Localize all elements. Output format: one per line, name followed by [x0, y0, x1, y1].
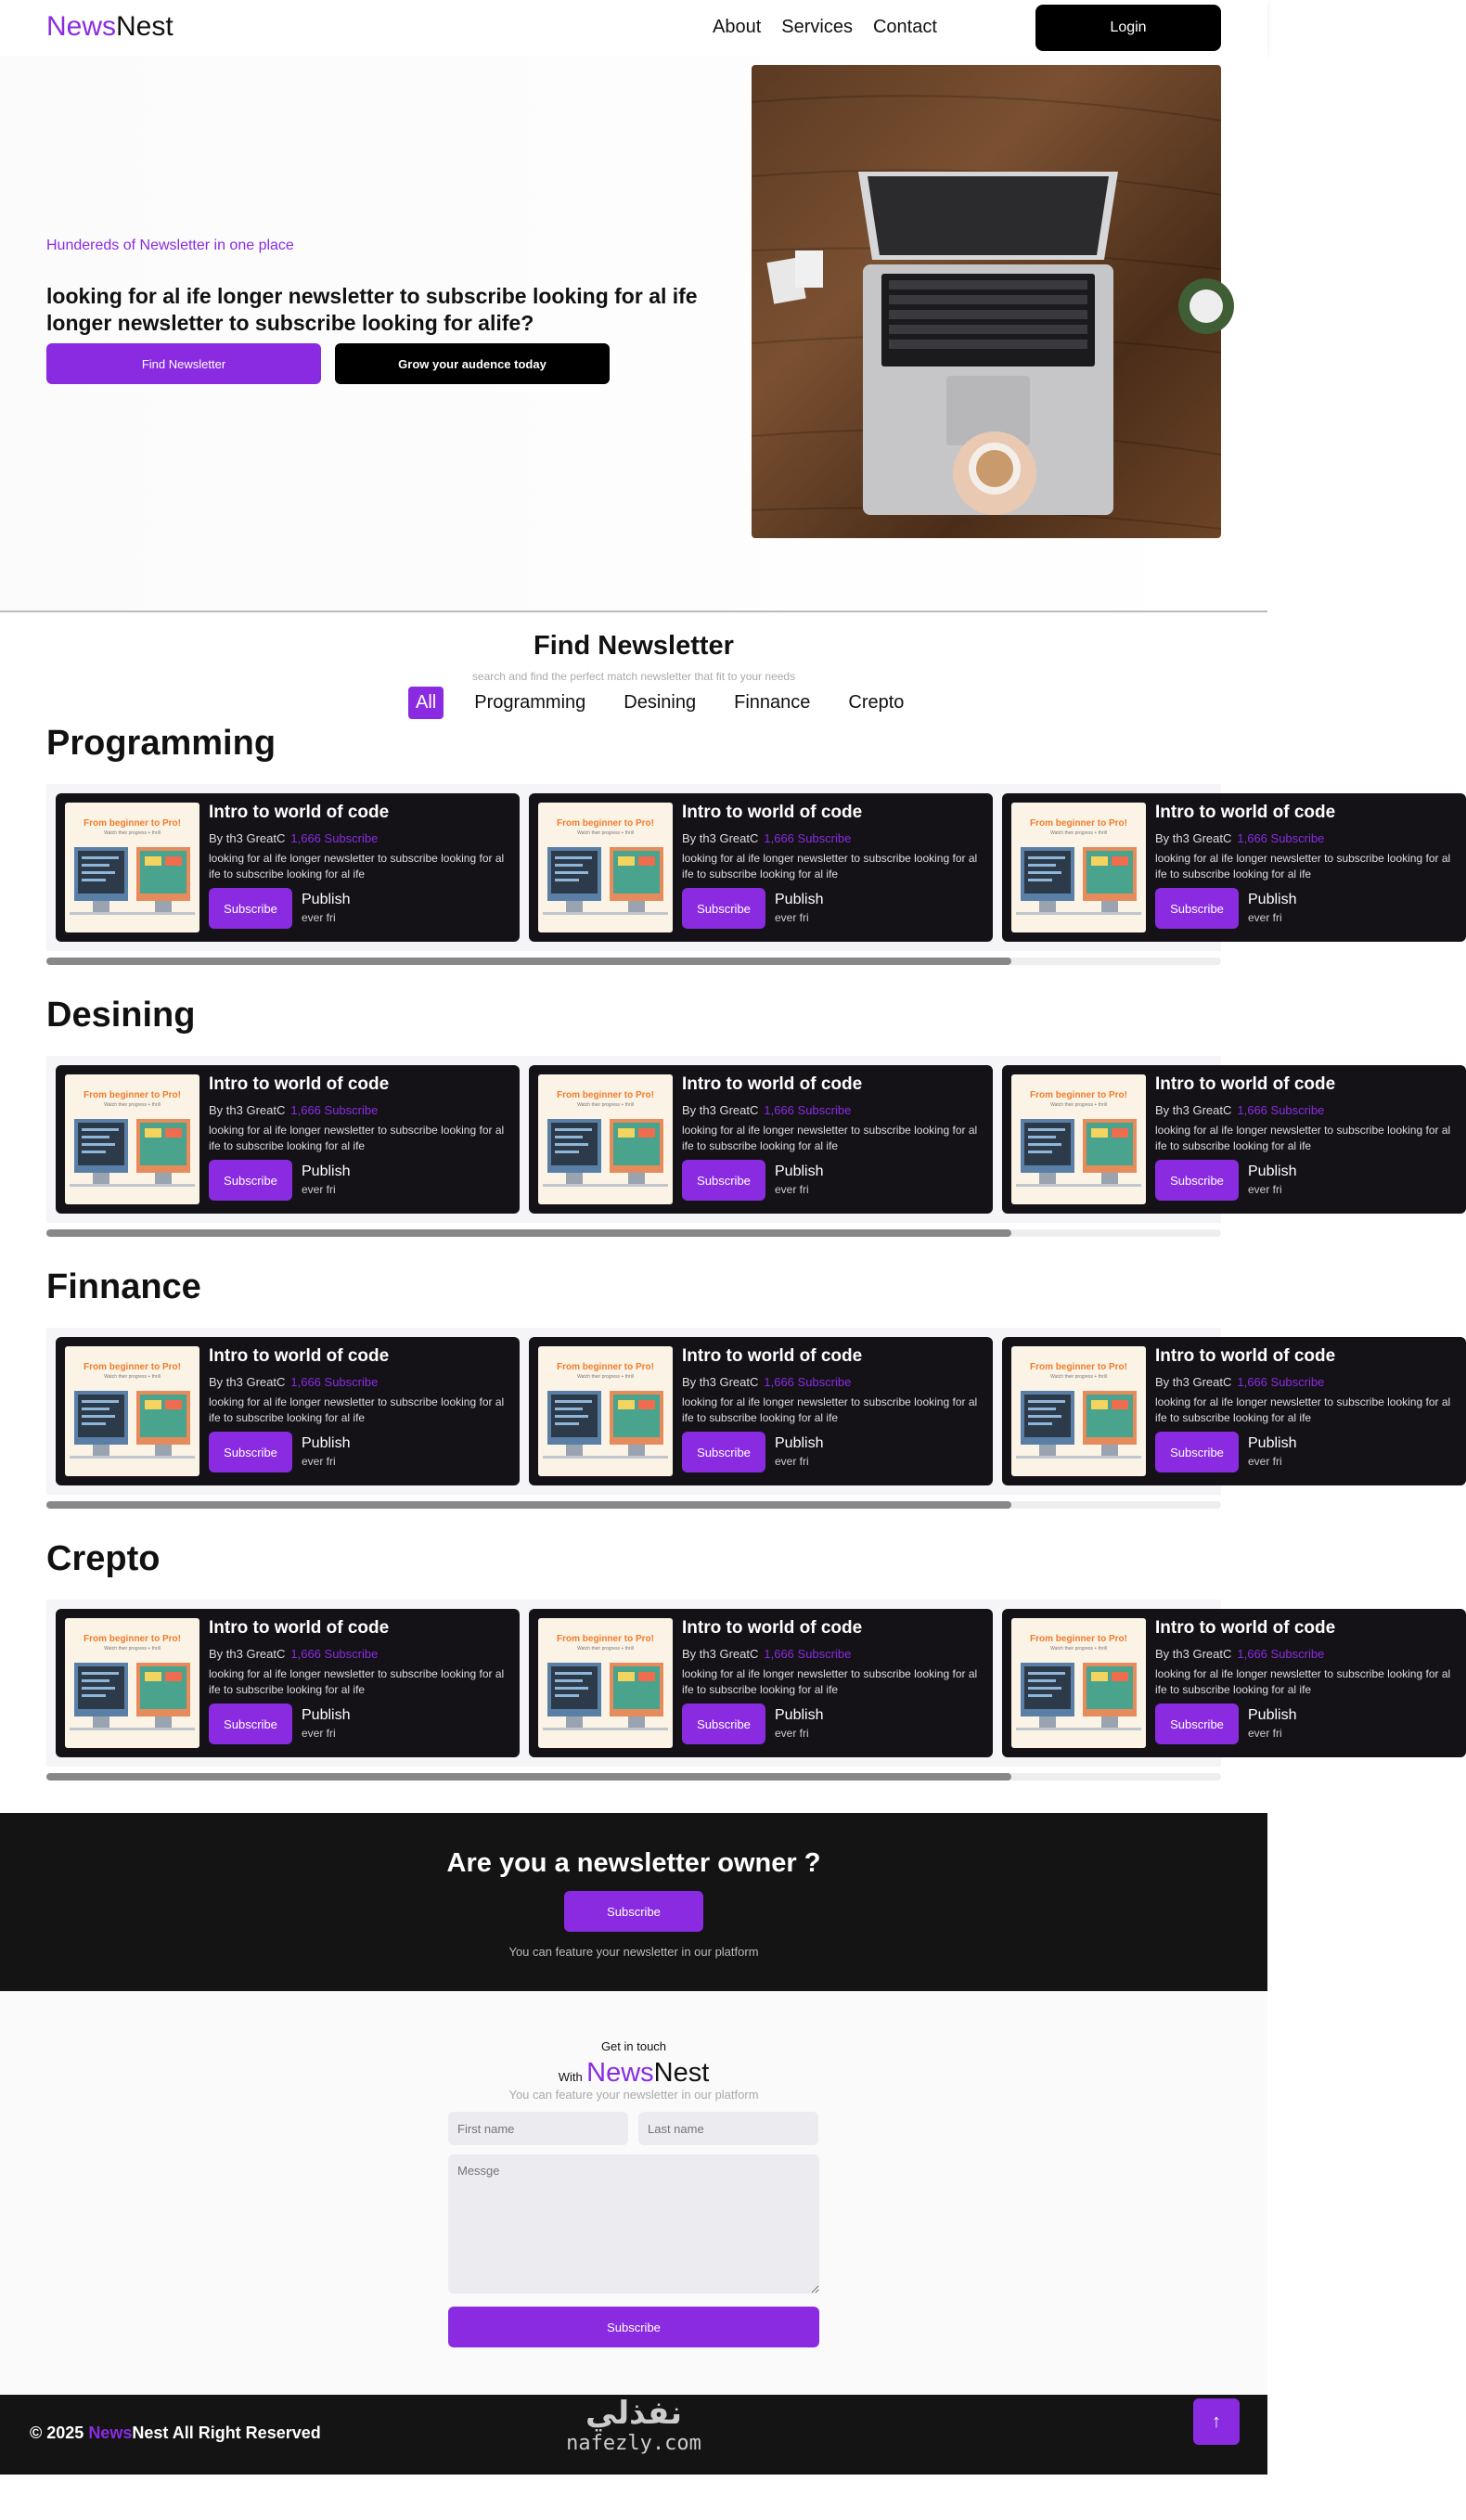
monitor-icon: [1011, 1618, 1146, 1748]
filter-finnance[interactable]: Finnance: [734, 692, 811, 713]
newsletter-card[interactable]: [529, 1337, 993, 1485]
publish-frequency: ever fri: [302, 911, 336, 924]
hero-laptop-image: [752, 65, 1221, 538]
card-thumbnail: [1011, 803, 1146, 932]
author-name: By th3 GreatC: [209, 1375, 286, 1389]
filter-desining[interactable]: Desining: [624, 692, 697, 713]
subscriber-count: 1,666 Subscribe: [290, 1647, 379, 1661]
thumb-subtitle: Watch their progress + thrill: [1050, 830, 1107, 836]
card-title[interactable]: Intro to world of code: [682, 803, 863, 822]
category-title: Desining: [46, 996, 196, 1035]
thumb-subtitle: Watch their progress + thrill: [104, 1374, 161, 1380]
card-description: looking for al ife longer newsletter to subscribe looking for al ife to subscribe looking for al ife: [209, 1395, 505, 1424]
monitor-icon: [1011, 803, 1146, 932]
card-thumbnail: [65, 1618, 199, 1748]
nav-services[interactable]: Services: [781, 17, 853, 37]
subscribe-button[interactable]: Subscribe: [682, 1704, 765, 1744]
card-author: [1155, 1647, 1324, 1661]
publish-label: Publish: [302, 892, 351, 907]
monitor-icon: [1011, 1346, 1146, 1476]
publish-frequency: ever fri: [302, 1727, 336, 1740]
contact-logo-news: News: [586, 2058, 654, 2088]
newsletter-card[interactable]: [529, 1065, 993, 1214]
nav-about[interactable]: About: [713, 17, 762, 37]
find-section: [0, 612, 1267, 724]
thumb-title: From beginner to Pro!: [1030, 1362, 1127, 1372]
card-author: [209, 1375, 378, 1389]
monitor-icon: [65, 1618, 199, 1748]
newsletter-card[interactable]: [529, 1609, 993, 1757]
card-author: [209, 1103, 378, 1117]
card-description: looking for al ife longer newsletter to subscribe looking for al ife to subscribe looking for al ife: [682, 1395, 978, 1424]
card-author: [209, 1647, 378, 1661]
monitor-icon: [538, 1346, 673, 1476]
contact-logo-nest: Nest: [653, 2058, 710, 2088]
card-track[interactable]: [46, 1056, 1451, 1223]
contact-subscribe-button[interactable]: Subscribe: [448, 2307, 819, 2347]
logo-news: News: [46, 11, 117, 42]
filter-all[interactable]: All: [408, 687, 444, 719]
thumb-title: From beginner to Pro!: [557, 1362, 654, 1372]
publish-frequency: ever fri: [302, 1183, 336, 1196]
newsletter-card[interactable]: [529, 793, 993, 942]
contact-logo: [586, 2058, 709, 2088]
author-name: By th3 GreatC: [1155, 831, 1232, 845]
newsletter-card[interactable]: [1002, 793, 1466, 942]
monitor-icon: [538, 803, 673, 932]
category-title: Crepto: [46, 1539, 161, 1578]
thumb-subtitle: Watch their progress + thrill: [577, 830, 634, 836]
thumb-title: From beginner to Pro!: [1030, 818, 1127, 829]
scrollbar-thumb[interactable]: [46, 958, 1011, 965]
thumb-title: From beginner to Pro!: [84, 1362, 181, 1372]
filter-crepto[interactable]: Crepto: [848, 692, 905, 713]
monitor-icon: [65, 1074, 199, 1204]
card-thumbnail: [1011, 1074, 1146, 1204]
monitor-icon: [538, 1618, 673, 1748]
card-thumbnail: [538, 803, 673, 932]
publish-label: Publish: [775, 1164, 824, 1179]
arrow-up-icon[interactable]: ↑: [1193, 2398, 1240, 2445]
copyright: [30, 2424, 321, 2443]
newsletter-card[interactable]: [56, 793, 520, 942]
horizontal-scrollbar[interactable]: [46, 958, 1221, 965]
author-name: By th3 GreatC: [682, 1647, 759, 1661]
category-title: Programming: [46, 724, 276, 763]
monitor-icon: [65, 803, 199, 932]
thumb-title: From beginner to Pro!: [84, 1090, 181, 1100]
thumb-subtitle: Watch their progress + thrill: [1050, 1646, 1107, 1652]
hero-tagline: Hundereds of Newsletter in one place: [46, 238, 294, 253]
newsletter-card[interactable]: [1002, 1609, 1466, 1757]
author-name: By th3 GreatC: [1155, 1647, 1232, 1661]
publish-label: Publish: [1248, 1707, 1297, 1723]
monitor-icon: [538, 1074, 673, 1204]
category-2: [0, 1267, 1451, 1539]
newsletter-card[interactable]: [1002, 1065, 1466, 1214]
subscribe-button[interactable]: Subscribe: [209, 1704, 292, 1744]
horizontal-scrollbar[interactable]: [46, 1501, 1221, 1509]
newsletter-card[interactable]: [56, 1065, 520, 1214]
card-track[interactable]: [46, 1600, 1451, 1767]
publish-label: Publish: [302, 1435, 351, 1451]
publish-label: Publish: [775, 1435, 824, 1451]
monitor-icon: [1011, 1074, 1146, 1204]
category-list: [0, 724, 1451, 1811]
card-description: looking for al ife longer newsletter to subscribe looking for al ife to subscribe looking for al ife: [1155, 852, 1451, 881]
card-description: looking for al ife longer newsletter to subscribe looking for al ife to subscribe looking for al ife: [1155, 1395, 1451, 1424]
publish-frequency: ever fri: [1248, 1183, 1282, 1196]
card-thumbnail: [1011, 1346, 1146, 1476]
card-title[interactable]: Intro to world of code: [1155, 803, 1336, 822]
publish-frequency: ever fri: [775, 1455, 809, 1468]
card-title[interactable]: Intro to world of code: [682, 1618, 863, 1638]
message-field[interactable]: [448, 2154, 819, 2294]
publish-frequency: ever fri: [775, 911, 809, 924]
thumb-title: From beginner to Pro!: [1030, 1634, 1127, 1644]
copyright-news: News: [88, 2424, 133, 2442]
publish-label: Publish: [775, 1707, 824, 1723]
card-description: looking for al ife longer newsletter to subscribe looking for al ife to subscribe looking for al ife: [1155, 1124, 1451, 1152]
card-title[interactable]: Intro to world of code: [1155, 1074, 1336, 1094]
copyright-rest: Nest All Right Reserved: [132, 2424, 321, 2442]
author-name: By th3 GreatC: [682, 1103, 759, 1117]
thumb-title: From beginner to Pro!: [84, 818, 181, 829]
card-track[interactable]: [46, 1328, 1451, 1495]
publish-label: Publish: [1248, 1435, 1297, 1451]
subscriber-count: 1,666 Subscribe: [764, 1103, 852, 1117]
get-in-touch-label: Get in touch: [600, 2039, 667, 2053]
card-thumbnail: [1011, 1618, 1146, 1748]
hero-section: [0, 56, 1267, 612]
thumb-subtitle: Watch their progress + thrill: [104, 1102, 161, 1108]
card-author: [1155, 831, 1324, 845]
contact-note: You can feature your newsletter in our platform: [508, 2088, 759, 2102]
subscriber-count: 1,666 Subscribe: [290, 831, 379, 845]
subscriber-count: 1,666 Subscribe: [1237, 831, 1325, 845]
subscriber-count: 1,666 Subscribe: [1237, 1375, 1325, 1389]
thumb-title: From beginner to Pro!: [84, 1634, 181, 1644]
publish-frequency: ever fri: [1248, 911, 1282, 924]
publish-frequency: ever fri: [775, 1183, 809, 1196]
card-author: [209, 831, 378, 845]
thumb-title: From beginner to Pro!: [557, 1634, 654, 1644]
with-logo-line: [0, 2058, 1267, 2089]
find-newsletter-button[interactable]: Find Newsletter: [46, 343, 321, 384]
nav-contact[interactable]: Contact: [872, 17, 937, 37]
card-thumbnail: [538, 1618, 673, 1748]
footer: [0, 2395, 1267, 2475]
publish-label: Publish: [1248, 892, 1297, 907]
login-button[interactable]: Login: [1035, 5, 1221, 51]
monitor-icon: [65, 1346, 199, 1476]
author-name: By th3 GreatC: [209, 1103, 286, 1117]
card-description: looking for al ife longer newsletter to subscribe looking for al ife to subscribe looking for al ife: [209, 1124, 505, 1152]
category-3: [0, 1539, 1451, 1811]
card-description: looking for al ife longer newsletter to subscribe looking for al ife to subscribe looking for al ife: [682, 1667, 978, 1696]
owner-note: You can feature your newsletter in our platform: [508, 1945, 759, 1959]
card-title[interactable]: Intro to world of code: [1155, 1618, 1336, 1638]
subscriber-count: 1,666 Subscribe: [764, 1647, 852, 1661]
card-thumbnail: [65, 803, 199, 932]
thumb-subtitle: Watch their progress + thrill: [577, 1646, 634, 1652]
publish-frequency: ever fri: [1248, 1727, 1282, 1740]
publish-label: Publish: [1248, 1164, 1297, 1179]
category-title: Finnance: [46, 1267, 201, 1306]
thumb-title: From beginner to Pro!: [557, 818, 654, 829]
author-name: By th3 GreatC: [1155, 1103, 1232, 1117]
card-description: looking for al ife longer newsletter to subscribe looking for al ife to subscribe looking for al ife: [682, 852, 978, 881]
thumb-subtitle: Watch their progress + thrill: [104, 1646, 161, 1652]
first-name-field[interactable]: [448, 2112, 628, 2145]
card-author: [682, 1375, 851, 1389]
newsletter-card[interactable]: [56, 1337, 520, 1485]
subscriber-count: 1,666 Subscribe: [290, 1375, 379, 1389]
newsletter-card[interactable]: [56, 1609, 520, 1757]
card-author: [1155, 1375, 1324, 1389]
horizontal-scrollbar[interactable]: [46, 1229, 1221, 1237]
thumb-subtitle: Watch their progress + thrill: [104, 830, 161, 836]
find-title: Find Newsletter: [534, 631, 734, 661]
card-description: looking for al ife longer newsletter to subscribe looking for al ife to subscribe looking for al ife: [1155, 1667, 1451, 1696]
thumb-subtitle: Watch their progress + thrill: [577, 1374, 634, 1380]
subscriber-count: 1,666 Subscribe: [290, 1103, 379, 1117]
card-title[interactable]: Intro to world of code: [209, 803, 390, 822]
subscriber-count: 1,666 Subscribe: [764, 1375, 852, 1389]
publish-label: Publish: [302, 1707, 351, 1723]
thumb-subtitle: Watch their progress + thrill: [1050, 1374, 1107, 1380]
hero-heading: looking for al ife longer newsletter to subscribe looking for al ife longer newsletter to subscribe looking for alife?: [46, 284, 698, 335]
subscriber-count: 1,666 Subscribe: [1237, 1103, 1325, 1117]
publish-frequency: ever fri: [302, 1455, 336, 1468]
subscribe-button[interactable]: Subscribe: [209, 1432, 292, 1472]
scrollbar-thumb[interactable]: [46, 1501, 1011, 1509]
publish-label: Publish: [302, 1164, 351, 1179]
logo-nest: Nest: [116, 11, 174, 42]
with-label: With: [558, 2070, 583, 2084]
subscribe-button[interactable]: Subscribe: [1155, 1704, 1239, 1744]
publish-label: Publish: [775, 892, 824, 907]
subscribe-button[interactable]: Subscribe: [1155, 1160, 1239, 1201]
card-title[interactable]: Intro to world of code: [1155, 1346, 1336, 1366]
top-nav: [0, 0, 1267, 56]
card-author: [682, 1647, 851, 1661]
newsletter-card[interactable]: [1002, 1337, 1466, 1485]
logo[interactable]: [46, 11, 174, 43]
watermark-url: nafezly.com: [566, 2432, 701, 2455]
author-name: By th3 GreatC: [682, 1375, 759, 1389]
card-thumbnail: [65, 1346, 199, 1476]
contact-section: [0, 1991, 1267, 2395]
scrollbar-thumb[interactable]: [46, 1229, 1011, 1237]
owner-banner: [0, 1813, 1267, 1991]
card-author: [682, 831, 851, 845]
card-description: looking for al ife longer newsletter to subscribe looking for al ife to subscribe looking for al ife: [209, 852, 505, 881]
card-description: looking for al ife longer newsletter to subscribe looking for al ife to subscribe looking for al ife: [209, 1667, 505, 1696]
category-0: [0, 724, 1451, 996]
author-name: By th3 GreatC: [209, 1647, 286, 1661]
thumb-title: From beginner to Pro!: [1030, 1090, 1127, 1100]
horizontal-scrollbar[interactable]: [46, 1773, 1221, 1781]
filter-programming[interactable]: Programming: [474, 692, 586, 713]
card-title[interactable]: Intro to world of code: [209, 1074, 390, 1094]
card-title[interactable]: Intro to world of code: [682, 1074, 863, 1094]
subscribe-button[interactable]: Subscribe: [682, 1160, 765, 1201]
publish-frequency: ever fri: [1248, 1455, 1282, 1468]
subscribe-button[interactable]: Subscribe: [1155, 888, 1239, 929]
author-name: By th3 GreatC: [209, 831, 286, 845]
find-subtitle: search and find the perfect match newsletter that fit to your needs: [471, 670, 796, 683]
card-author: [682, 1103, 851, 1117]
category-1: [0, 996, 1451, 1267]
grow-audience-button[interactable]: Grow your audence today: [335, 343, 610, 384]
owner-title: Are you a newsletter owner ?: [446, 1848, 821, 1878]
scrollbar-thumb[interactable]: [46, 1773, 1011, 1781]
watermark: [555, 2395, 713, 2455]
subscribe-button[interactable]: Subscribe: [682, 888, 765, 929]
copyright-year: © 2025: [30, 2424, 89, 2442]
last-name-field[interactable]: [638, 2112, 818, 2145]
subscribe-button[interactable]: Subscribe: [682, 1432, 765, 1472]
subscriber-count: 1,666 Subscribe: [1237, 1647, 1325, 1661]
watermark-arabic: نفذلي: [585, 2395, 683, 2432]
subscribe-button[interactable]: Subscribe: [209, 1160, 292, 1201]
subscribe-button[interactable]: Subscribe: [1155, 1432, 1239, 1472]
thumb-subtitle: Watch their progress + thrill: [577, 1102, 634, 1108]
owner-subscribe-button[interactable]: Subscribe: [564, 1891, 703, 1932]
thumb-title: From beginner to Pro!: [557, 1090, 654, 1100]
publish-frequency: ever fri: [775, 1727, 809, 1740]
filter-tabs: [408, 687, 911, 719]
card-title[interactable]: Intro to world of code: [209, 1346, 390, 1366]
card-title[interactable]: Intro to world of code: [209, 1618, 390, 1638]
card-title[interactable]: Intro to world of code: [682, 1346, 863, 1366]
author-name: By th3 GreatC: [1155, 1375, 1232, 1389]
subscribe-button[interactable]: Subscribe: [209, 888, 292, 929]
nav-links: [713, 17, 937, 38]
subscriber-count: 1,666 Subscribe: [764, 831, 852, 845]
card-thumbnail: [538, 1346, 673, 1476]
card-thumbnail: [65, 1074, 199, 1204]
author-name: By th3 GreatC: [682, 831, 759, 845]
card-author: [1155, 1103, 1324, 1117]
thumb-subtitle: Watch their progress + thrill: [1050, 1102, 1107, 1108]
card-track[interactable]: [46, 784, 1451, 951]
card-description: looking for al ife longer newsletter to subscribe looking for al ife to subscribe looking for al ife: [682, 1124, 978, 1152]
card-thumbnail: [538, 1074, 673, 1204]
